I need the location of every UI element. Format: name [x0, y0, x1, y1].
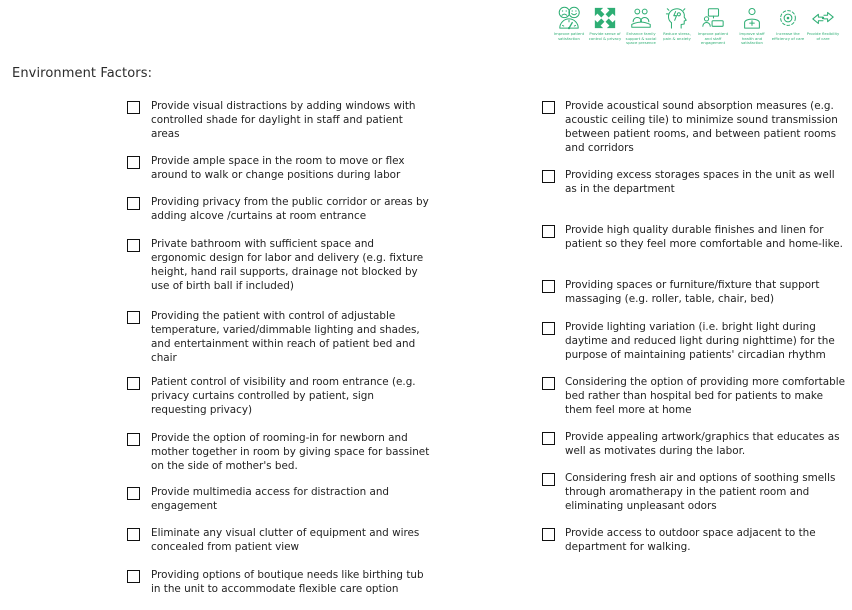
factor-checkbox[interactable] — [127, 528, 140, 541]
four-arrows-icon — [588, 6, 622, 30]
factor-text: Providing spaces or furniture/fixture that support massaging (e.g. roller, table, chair, bed) — [565, 279, 820, 305]
factor-text: Considering fresh air and options of soothing smells through aromatherapy in the patient room and eliminating unpleasant odors — [565, 472, 836, 512]
staff-engagement-icon — [696, 6, 730, 30]
legend-label: Enhance family support & social space presence — [625, 31, 657, 45]
legend-item-stress — [660, 6, 694, 41]
factor-checkbox[interactable] — [542, 280, 555, 293]
factor-checkbox[interactable] — [127, 197, 140, 210]
legend-label: Increase the efficiency of care — [771, 31, 805, 41]
happy-face-icon — [552, 6, 586, 30]
legend-item-support — [624, 6, 658, 46]
legend-label: Provide sense of control & privacy — [588, 31, 622, 41]
factor-checkbox[interactable] — [127, 311, 140, 324]
factor-text: Provide the option of rooming-in for newborn and mother together in room by giving space for bassinet on the side of mother's bed. — [151, 432, 430, 472]
factor-checkbox[interactable] — [542, 322, 555, 335]
factor-text: Considering the option of providing more comfortable bed rather than hospital bed for patients to make them feel more at home — [565, 376, 845, 416]
factor-checkbox[interactable] — [127, 156, 140, 169]
legend-item-staff — [735, 6, 769, 46]
head-brain-icon — [660, 6, 694, 30]
factor-text: Private bathroom with sufficient space and ergonomic design for labor and delivery (e.g. fixture height, hand rail supports, drainage not blocked by use of birth ball if included) — [151, 238, 424, 292]
factor-text: Patient control of visibility and room entrance (e.g. privacy curtains controlled by patient, sign requesting privacy) — [151, 376, 416, 416]
legend-label: Reduce stress, pain & anxiety — [663, 31, 691, 41]
legend-item-control — [588, 6, 622, 41]
legend-label: Improve staff health and satisfaction — [739, 31, 765, 45]
factor-checkbox[interactable] — [542, 377, 555, 390]
factor-text: Provide appealing artwork/graphics that educates as well as motivates during the labor. — [565, 431, 840, 457]
factor-text: Provide acoustical sound absorption measures (e.g. acoustic ceiling tile) to minimize sound transmission between patient rooms, and between patient rooms and corridors — [565, 100, 838, 154]
factor-checkbox[interactable] — [542, 225, 555, 238]
legend-item-satisfaction — [552, 6, 586, 41]
factor-checkbox[interactable] — [542, 528, 555, 541]
factor-checkbox[interactable] — [127, 570, 140, 583]
factor-text: Providing the patient with control of adjustable temperature, varied/dimmable lighting and shades, and entertainment within reach of patient bed and chair — [151, 310, 420, 364]
factor-checkbox[interactable] — [127, 377, 140, 390]
factor-text: Providing options of boutique needs like birthing tub in the unit to accommodate flexible care option — [151, 569, 424, 595]
staff-health-icon — [735, 6, 769, 30]
efficiency-gear-icon — [771, 6, 805, 30]
legend-label: Improve patient and staff engagement — [697, 31, 729, 45]
factor-text: Provide high quality durable finishes and linen for patient so they feel more comfortable and home-like. — [565, 224, 843, 250]
factor-checkbox[interactable] — [127, 433, 140, 446]
factor-text: Provide access to outdoor space adjacent to the department for walking. — [565, 527, 816, 553]
legend-label: Improve patient satisfaction — [553, 31, 585, 41]
factor-text: Provide lighting variation (i.e. bright light during daytime and reduced light during nighttime) for the purpose of maintaining patients' circadian rhythm — [565, 321, 835, 361]
icon-legend — [552, 6, 848, 64]
factor-text: Providing privacy from the public corridor or areas by adding alcove /curtains at room entrance — [151, 196, 429, 222]
flexibility-arrows-icon — [806, 6, 840, 30]
family-support-icon — [624, 6, 658, 30]
legend-item-efficiency — [771, 6, 805, 41]
factor-checkbox[interactable] — [127, 239, 140, 252]
factor-checkbox[interactable] — [127, 101, 140, 114]
legend-item-flexibility — [806, 6, 840, 41]
legend-label: Provide flexibility of care — [806, 31, 840, 41]
section-title: Environment Factors: — [12, 66, 153, 81]
factor-checkbox[interactable] — [542, 101, 555, 114]
legend-item-engagement — [696, 6, 730, 46]
factor-text: Provide visual distractions by adding windows with controlled shade for daylight in staff and patient areas — [151, 100, 416, 140]
factor-text: Eliminate any visual clutter of equipment and wires concealed from patient view — [151, 527, 420, 553]
factor-text: Providing excess storages spaces in the unit as well as in the department — [565, 169, 835, 195]
factor-checkbox[interactable] — [542, 170, 555, 183]
factor-checkbox[interactable] — [542, 432, 555, 445]
factor-text: Provide multimedia access for distraction and engagement — [151, 486, 390, 512]
factor-checkbox[interactable] — [127, 487, 140, 500]
factor-text: Provide ample space in the room to move or flex around to walk or change positions during labor — [151, 155, 405, 181]
factor-checkbox[interactable] — [542, 473, 555, 486]
